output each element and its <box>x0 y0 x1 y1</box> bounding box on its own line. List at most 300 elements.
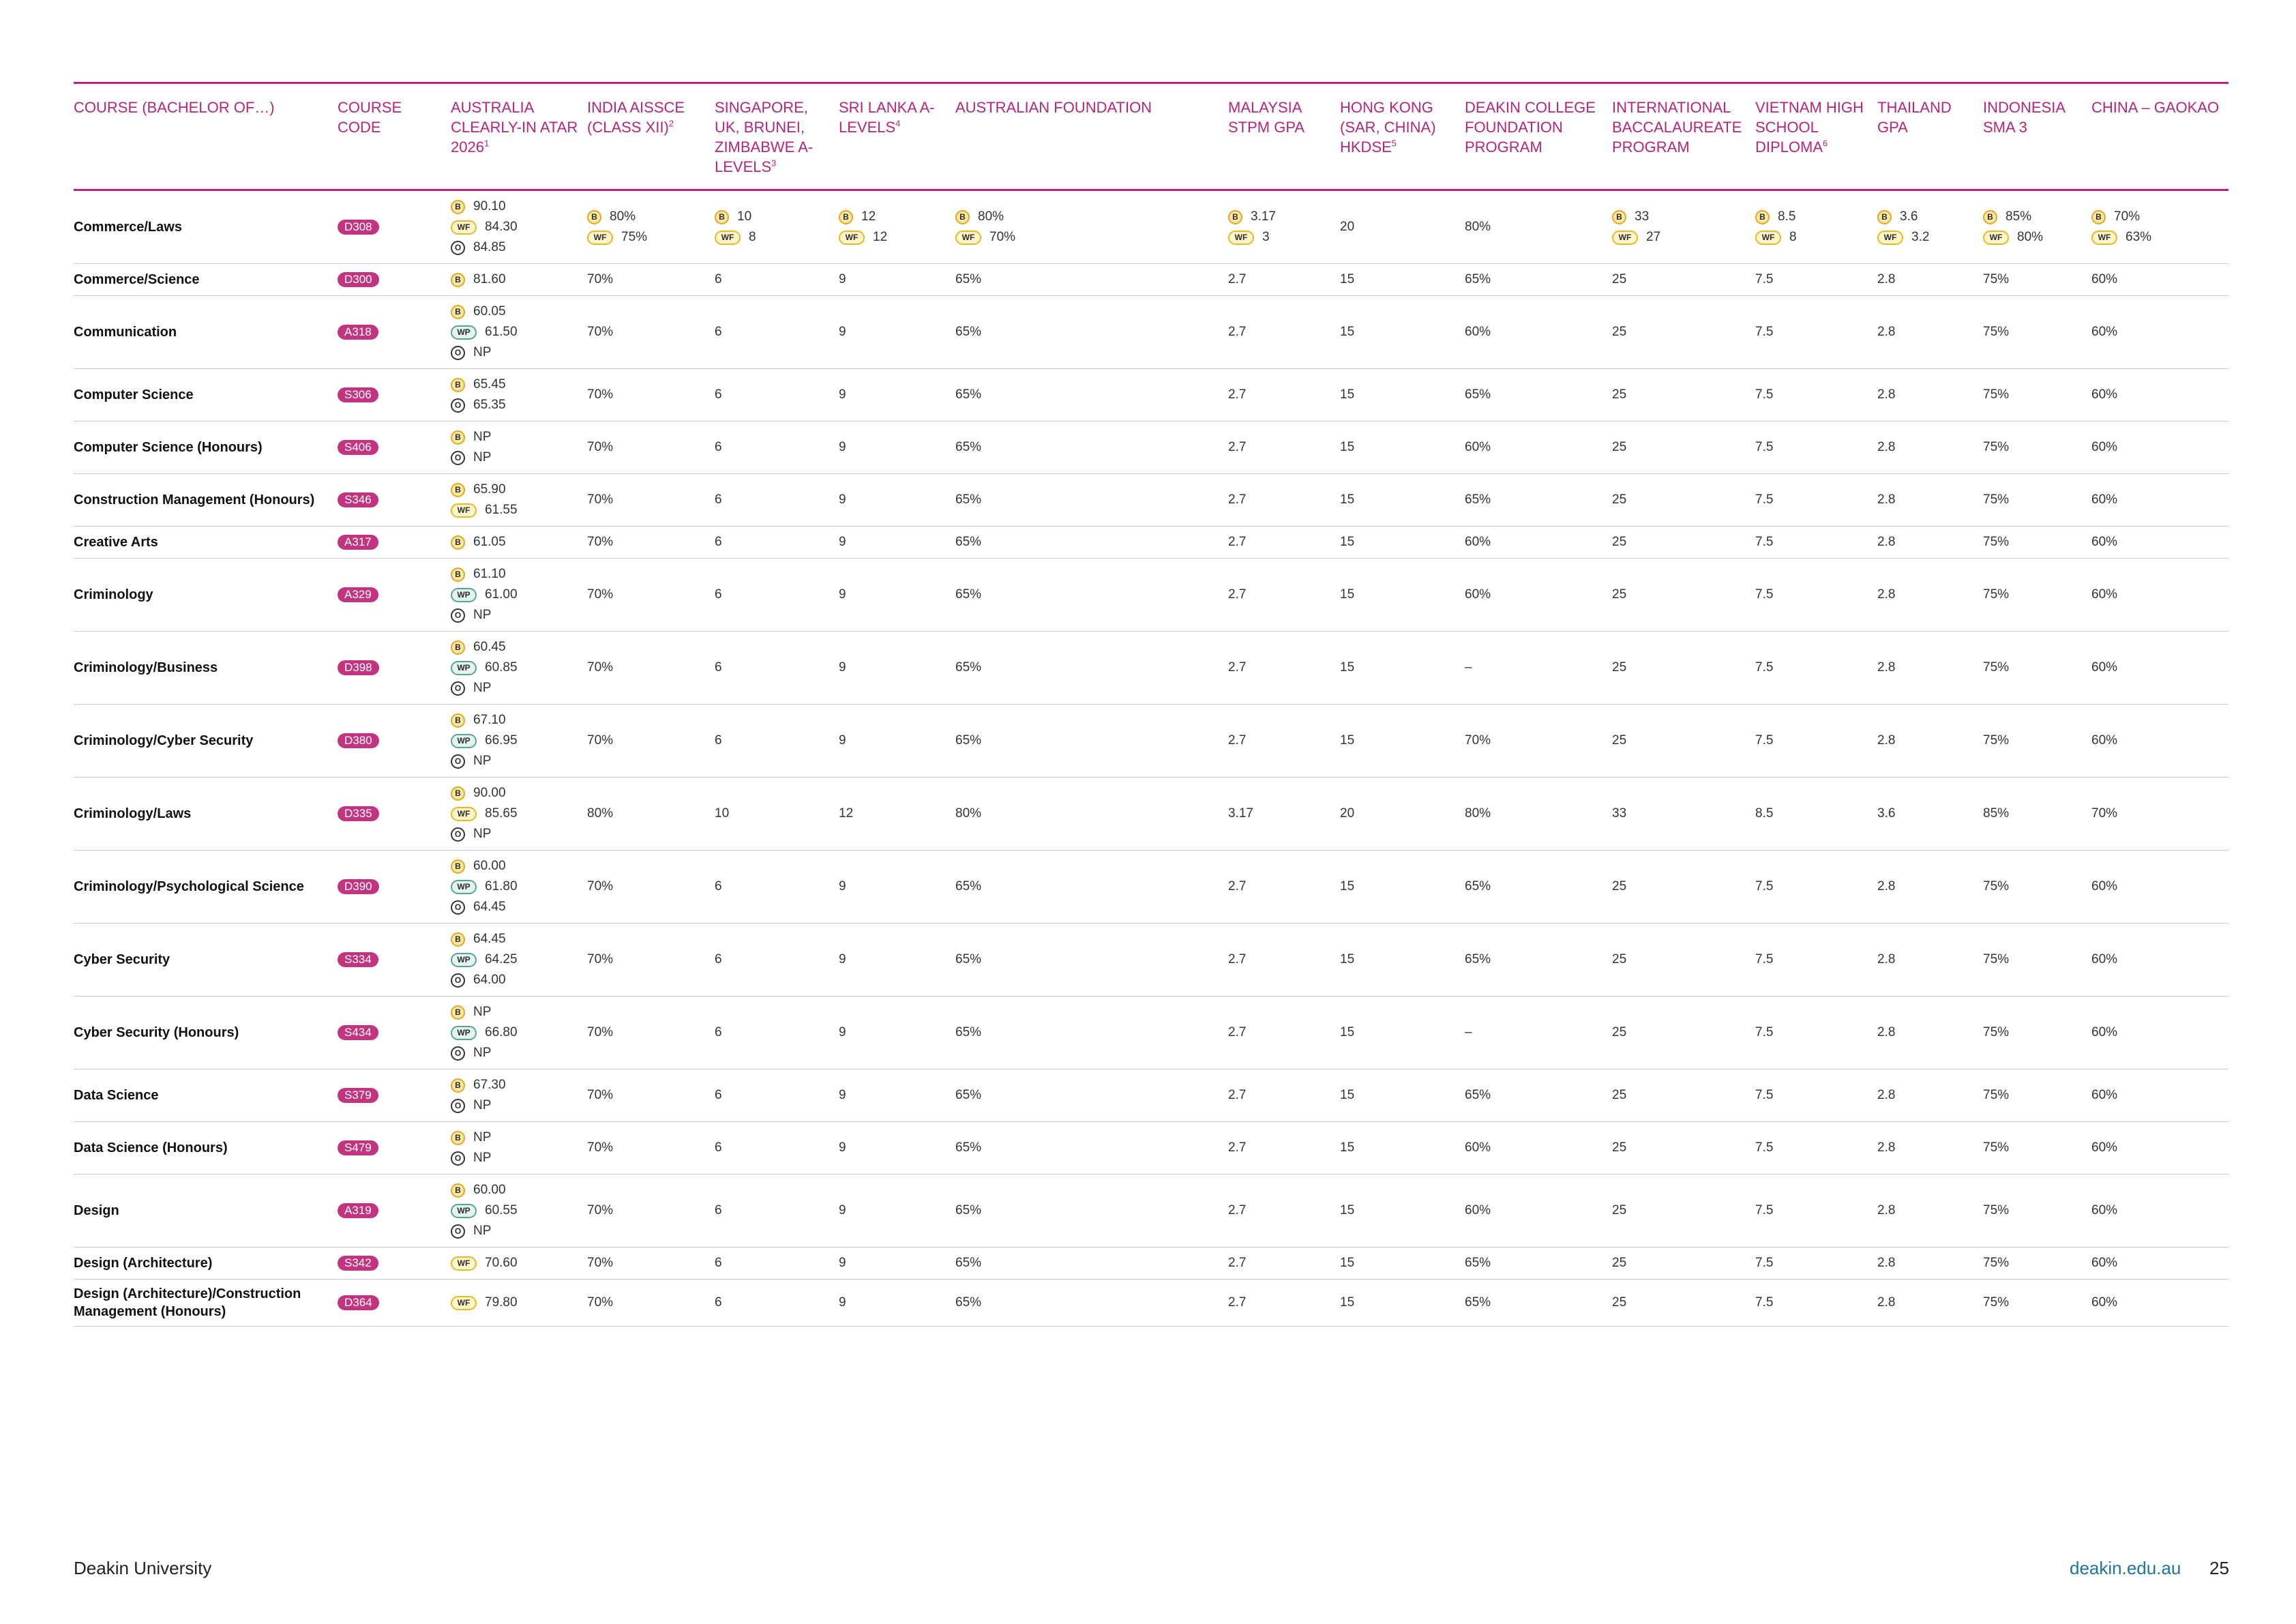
requirement-value: 70% <box>587 952 614 966</box>
requirement-value: 70% <box>587 1256 614 1270</box>
column-header <box>338 84 451 190</box>
course-name: Computer Science <box>74 387 194 402</box>
course-name: Criminology/Laws <box>74 806 192 821</box>
requirement-cell <box>2091 369 2228 422</box>
requirement-value: 60% <box>2091 1140 2118 1155</box>
requirement-value: 27 <box>1646 230 1661 244</box>
requirement-cell <box>2091 778 2228 851</box>
requirement-cell <box>1877 264 1983 296</box>
requirement-value: 63% <box>2126 230 2152 244</box>
tag-wf-badge: WF <box>715 231 741 245</box>
column-header-label: INDONESIA SMA 3 <box>1983 99 2065 136</box>
requirement-entry <box>451 322 582 342</box>
table-row <box>74 190 2228 264</box>
tag-b-badge: B <box>451 378 465 392</box>
requirement-cell <box>587 190 715 264</box>
requirement-cell <box>955 705 1228 778</box>
requirement-value: – <box>1465 1025 1472 1039</box>
requirement-value: 80% <box>587 806 614 821</box>
requirement-value: 2.7 <box>1228 440 1247 454</box>
requirement-cell <box>1983 1175 2091 1247</box>
requirement-entry <box>1612 227 1750 248</box>
requirement-value: 6 <box>715 535 722 549</box>
requirement-cell <box>1612 422 1755 474</box>
requirement-value: 60% <box>1465 1203 1491 1217</box>
requirement-entry <box>2091 227 2223 248</box>
entry-requirements-table <box>74 84 2228 1327</box>
course-name-cell <box>74 296 338 369</box>
requirement-cell <box>1612 527 1755 559</box>
requirement-value: NP <box>473 1224 492 1238</box>
requirement-cell <box>2091 996 2228 1069</box>
requirement-value: 65% <box>955 387 982 402</box>
requirement-cell <box>1877 369 1983 422</box>
requirement-value: 2.8 <box>1877 492 1896 507</box>
requirement-cell <box>1983 924 2091 996</box>
requirement-value: 65% <box>955 1025 982 1039</box>
requirement-cell <box>1877 296 1983 369</box>
requirement-cell <box>1983 527 2091 559</box>
column-header-label: SINGAPORE, UK, BRUNEI, ZIMBABWE A-LEVELS <box>715 99 814 175</box>
tag-o-badge: O <box>451 900 465 915</box>
requirement-value: 80% <box>1465 806 1491 821</box>
requirement-value: 7.5 <box>1755 492 1774 507</box>
course-code-cell <box>338 1069 451 1122</box>
requirement-value: 7.5 <box>1755 952 1774 966</box>
course-code-badge: D300 <box>338 272 379 287</box>
requirement-value: 65% <box>1465 492 1491 507</box>
course-code-badge: D390 <box>338 879 379 894</box>
requirement-value: 3.6 <box>1877 806 1896 821</box>
tag-o-badge: O <box>451 398 465 413</box>
requirement-value: NP <box>473 681 492 695</box>
course-code-cell <box>338 474 451 527</box>
requirement-cell <box>1228 851 1340 924</box>
requirement-value: 10 <box>737 209 752 224</box>
requirement-entry <box>451 1293 582 1313</box>
requirement-cell <box>1340 1175 1465 1247</box>
requirement-entry <box>451 269 582 290</box>
requirement-cell <box>587 851 715 924</box>
course-name-cell <box>74 1280 338 1327</box>
requirement-entry <box>451 824 582 844</box>
table-row <box>74 1247 2228 1280</box>
requirement-value: – <box>1465 660 1472 675</box>
requirement-cell <box>715 1122 839 1175</box>
requirement-cell <box>1612 1175 1755 1247</box>
column-header-label: HONG KONG (SAR, CHINA) HKDSE <box>1340 99 1436 156</box>
requirement-cell <box>1983 296 2091 369</box>
requirement-value: 25 <box>1612 879 1627 894</box>
requirement-value: 2.8 <box>1877 733 1896 748</box>
requirement-value: 80% <box>1465 220 1491 234</box>
requirement-entry <box>715 227 833 248</box>
requirement-cell <box>1612 296 1755 369</box>
requirement-cell <box>1983 264 2091 296</box>
requirement-entry <box>451 658 582 678</box>
requirement-value: NP <box>473 754 492 768</box>
atar-cell <box>451 996 587 1069</box>
requirement-value: 84.85 <box>473 240 506 254</box>
tag-wp-badge: WP <box>451 880 477 894</box>
course-name-cell <box>74 705 338 778</box>
requirement-value: 65% <box>1465 272 1491 286</box>
column-header-label: THAILAND GPA <box>1877 99 1952 136</box>
course-code-cell <box>338 369 451 422</box>
course-code-cell <box>338 527 451 559</box>
requirement-value: 80% <box>978 209 1004 224</box>
requirement-value: 60% <box>2091 1295 2118 1310</box>
requirement-cell <box>1612 264 1755 296</box>
atar-cell <box>451 632 587 705</box>
requirement-cell <box>839 1175 955 1247</box>
requirement-cell <box>2091 924 2228 996</box>
requirement-value: 2.8 <box>1877 879 1896 894</box>
requirement-entry <box>451 395 582 415</box>
tag-b-badge: B <box>955 210 970 224</box>
requirement-cell <box>955 369 1228 422</box>
requirement-value: 25 <box>1612 733 1627 748</box>
requirement-cell <box>955 559 1228 632</box>
requirement-entry <box>451 301 582 322</box>
column-header-label: COURSE (BACHELOR OF…) <box>74 99 275 116</box>
requirement-cell <box>587 1247 715 1280</box>
course-code-badge: S379 <box>338 1088 378 1103</box>
tag-b-badge: B <box>451 567 465 582</box>
requirement-cell <box>2091 632 2228 705</box>
requirement-cell <box>2091 474 2228 527</box>
requirement-cell <box>955 1280 1228 1327</box>
requirement-value: NP <box>473 430 492 444</box>
requirement-value: 9 <box>839 492 846 507</box>
requirement-cell <box>1983 1280 2091 1327</box>
requirement-entry <box>451 196 582 217</box>
course-name: Design <box>74 1203 119 1218</box>
column-header-label: INDIA AISSCE (CLASS XII) <box>587 99 685 136</box>
course-name-cell <box>74 1247 338 1280</box>
requirement-entry <box>1983 227 2086 248</box>
requirement-cell <box>587 632 715 705</box>
requirement-cell <box>1877 705 1983 778</box>
requirement-value: 65% <box>955 1295 982 1310</box>
course-code-badge: A317 <box>338 535 378 550</box>
requirement-value: 6 <box>715 1140 722 1155</box>
column-header <box>955 84 1228 190</box>
requirement-cell <box>1755 264 1877 296</box>
requirement-entry <box>1228 207 1335 227</box>
requirement-cell <box>1340 527 1465 559</box>
requirement-value: 61.05 <box>473 535 506 549</box>
requirement-value: 25 <box>1612 535 1627 549</box>
requirement-value: 60% <box>2091 272 2118 286</box>
tag-b-badge: B <box>451 1078 465 1093</box>
requirement-value: 70% <box>587 1203 614 1217</box>
requirement-cell <box>1755 1175 1877 1247</box>
column-header-label: VIETNAM HIGH SCHOOL DIPLOMA <box>1755 99 1864 156</box>
atar-cell <box>451 1247 587 1280</box>
requirement-cell <box>715 1175 839 1247</box>
course-name: Data Science (Honours) <box>74 1140 228 1155</box>
requirement-value: 12 <box>873 230 888 244</box>
atar-cell <box>451 851 587 924</box>
requirement-value: 9 <box>839 879 846 894</box>
requirement-cell <box>1755 559 1877 632</box>
requirement-value: 15 <box>1340 1295 1355 1310</box>
column-header <box>1983 84 2091 190</box>
requirement-entry <box>1877 227 1978 248</box>
requirement-entry <box>451 479 582 500</box>
table-row <box>74 369 2228 422</box>
requirement-value: 85.65 <box>485 806 518 821</box>
requirement-value: 60% <box>2091 1025 2118 1039</box>
requirement-value: 2.7 <box>1228 1203 1247 1217</box>
requirement-cell <box>1983 632 2091 705</box>
requirement-cell <box>955 924 1228 996</box>
tag-wf-badge: WF <box>1612 231 1638 245</box>
requirement-cell <box>1228 1175 1340 1247</box>
requirement-value: 9 <box>839 272 846 286</box>
requirement-value: 2.7 <box>1228 387 1247 402</box>
requirement-cell <box>1612 924 1755 996</box>
requirement-value: 2.8 <box>1877 660 1896 675</box>
requirement-cell <box>587 474 715 527</box>
course-code-cell <box>338 559 451 632</box>
requirement-entry <box>451 970 582 990</box>
requirement-cell <box>1983 190 2091 264</box>
tag-o-badge: O <box>451 241 465 255</box>
course-code-badge: D308 <box>338 220 379 235</box>
course-name: Data Science <box>74 1088 159 1103</box>
requirement-value: 7.5 <box>1755 535 1774 549</box>
course-name-cell <box>74 778 338 851</box>
requirement-cell <box>1612 1280 1755 1327</box>
requirement-value: 9 <box>839 587 846 602</box>
column-header-label: MALAYSIA STPM GPA <box>1228 99 1305 136</box>
requirement-value: 65% <box>955 952 982 966</box>
requirement-value: 9 <box>839 535 846 549</box>
requirement-cell <box>1340 1069 1465 1122</box>
requirement-value: 9 <box>839 1088 846 1102</box>
footer-university-name: Deakin University <box>74 1558 212 1578</box>
requirement-value: 7.5 <box>1755 660 1774 675</box>
requirement-value: 65% <box>955 440 982 454</box>
requirement-value: 75% <box>1983 387 2010 402</box>
requirement-cell <box>1465 264 1612 296</box>
requirement-value: 25 <box>1612 272 1627 286</box>
requirement-cell <box>1877 1280 1983 1327</box>
requirement-cell <box>1983 851 2091 924</box>
requirement-value: 70% <box>989 230 1016 244</box>
tag-wf-badge: WF <box>451 807 477 821</box>
requirement-cell <box>1612 632 1755 705</box>
requirement-value: 75% <box>1983 1295 2010 1310</box>
course-name-cell <box>74 527 338 559</box>
tag-b-badge: B <box>1877 210 1892 224</box>
requirement-value: 70% <box>587 535 614 549</box>
course-name: Creative Arts <box>74 535 158 550</box>
requirement-value: 70% <box>587 492 614 507</box>
column-header <box>1228 84 1340 190</box>
course-code-cell <box>338 264 451 296</box>
requirement-cell <box>1465 1122 1612 1175</box>
requirement-value: 70% <box>1465 733 1491 748</box>
requirement-cell <box>1465 778 1612 851</box>
requirement-value: 70% <box>587 1025 614 1039</box>
requirement-entry <box>1465 217 1607 237</box>
course-name: Criminology/Business <box>74 660 218 675</box>
requirement-cell <box>1755 369 1877 422</box>
requirement-value: 2.8 <box>1877 440 1896 454</box>
requirement-value: 75% <box>621 230 648 244</box>
table-row <box>74 474 2228 527</box>
requirement-cell <box>1755 924 1877 996</box>
requirement-value: 65% <box>1465 879 1491 894</box>
requirement-cell <box>1228 190 1340 264</box>
requirement-value: 75% <box>1983 952 2010 966</box>
requirement-entry <box>1228 227 1335 248</box>
tag-wf-badge: WF <box>451 1296 477 1310</box>
requirement-cell <box>715 1280 839 1327</box>
requirement-cell <box>1983 1247 2091 1280</box>
requirement-cell <box>1228 296 1340 369</box>
requirement-value: 2.7 <box>1228 1256 1247 1270</box>
requirement-value: 2.7 <box>1228 272 1247 286</box>
course-name-cell <box>74 422 338 474</box>
requirement-cell <box>1340 1280 1465 1327</box>
requirement-cell <box>1755 1247 1877 1280</box>
requirement-cell <box>1983 559 2091 632</box>
requirement-cell <box>1340 924 1465 996</box>
requirement-value: 33 <box>1635 209 1650 224</box>
course-name: Criminology/Cyber Security <box>74 733 254 748</box>
column-header-label: AUSTRALIAN FOUNDATION <box>955 99 1152 116</box>
requirement-value: 2.7 <box>1228 492 1247 507</box>
column-header <box>2091 84 2228 190</box>
course-code-badge: D364 <box>338 1295 379 1310</box>
requirement-cell <box>2091 190 2228 264</box>
course-code-badge: A329 <box>338 587 378 602</box>
course-name-cell <box>74 474 338 527</box>
table-row <box>74 527 2228 559</box>
course-name-cell <box>74 1069 338 1122</box>
requirement-value: 70% <box>587 440 614 454</box>
requirement-cell <box>1755 778 1877 851</box>
requirement-value: NP <box>473 1130 492 1145</box>
requirement-value: 3 <box>1262 230 1270 244</box>
requirement-cell <box>1340 422 1465 474</box>
requirement-value: 67.10 <box>473 713 506 727</box>
requirement-entry <box>1612 207 1750 227</box>
requirement-value: 65% <box>1465 387 1491 402</box>
requirement-value: 9 <box>839 387 846 402</box>
requirement-entry <box>451 897 582 917</box>
requirement-cell <box>839 527 955 559</box>
requirement-cell <box>2091 422 2228 474</box>
tag-o-badge: O <box>451 1151 465 1166</box>
tag-wp-badge: WP <box>451 1204 477 1218</box>
requirement-cell <box>587 559 715 632</box>
footnote-marker: 6 <box>1823 138 1828 149</box>
requirement-cell <box>1877 527 1983 559</box>
requirement-value: 6 <box>715 733 722 748</box>
requirement-cell <box>1228 705 1340 778</box>
requirement-cell <box>839 632 955 705</box>
requirement-value: 25 <box>1612 1088 1627 1102</box>
requirement-value: 60% <box>2091 660 2118 675</box>
column-header <box>715 84 839 190</box>
requirement-entry <box>1755 227 1872 248</box>
requirement-value: NP <box>473 1151 492 1165</box>
column-header <box>1465 84 1612 190</box>
table-row <box>74 1069 2228 1122</box>
requirement-cell <box>1465 705 1612 778</box>
requirement-cell <box>1340 705 1465 778</box>
requirement-value: 70% <box>587 733 614 748</box>
requirement-cell <box>1877 1247 1983 1280</box>
tag-o-badge: O <box>451 754 465 769</box>
requirement-value: 2.8 <box>1877 1088 1896 1102</box>
requirement-entry <box>451 237 582 258</box>
tag-o-badge: O <box>451 1224 465 1239</box>
requirement-value: 80% <box>955 806 982 821</box>
tag-b-badge: B <box>451 932 465 947</box>
requirement-cell <box>1228 924 1340 996</box>
requirement-cell <box>715 996 839 1069</box>
requirement-value: 15 <box>1340 492 1355 507</box>
requirement-value: 75% <box>1983 587 2010 602</box>
requirement-cell <box>1877 190 1983 264</box>
requirement-value: 70% <box>2114 209 2141 224</box>
requirement-entry <box>451 374 582 395</box>
tag-wf-badge: WF <box>451 220 477 235</box>
tag-o-badge: O <box>451 346 465 360</box>
requirement-cell <box>1755 632 1877 705</box>
requirement-value: 60.00 <box>473 1183 506 1197</box>
requirement-entry <box>1755 207 1872 227</box>
requirement-value: 33 <box>1612 806 1627 821</box>
course-code-cell <box>338 1280 451 1327</box>
requirement-entry <box>451 803 582 824</box>
requirement-cell <box>1612 705 1755 778</box>
requirement-cell <box>1755 296 1877 369</box>
column-header-label: COURSE CODE <box>338 99 402 136</box>
requirement-value: 25 <box>1612 660 1627 675</box>
requirement-value: 15 <box>1340 535 1355 549</box>
requirement-value: 6 <box>715 387 722 402</box>
requirement-cell <box>1612 996 1755 1069</box>
requirement-entry <box>451 564 582 585</box>
requirement-cell <box>955 778 1228 851</box>
requirement-value: NP <box>473 1098 492 1112</box>
requirement-cell <box>1877 996 1983 1069</box>
requirement-value: 25 <box>1612 1295 1627 1310</box>
requirement-value: 7.5 <box>1755 1295 1774 1310</box>
table-row <box>74 632 2228 705</box>
requirement-value: 65% <box>955 733 982 748</box>
requirement-cell <box>1228 1280 1340 1327</box>
requirement-value: 60% <box>2091 387 2118 402</box>
course-name: Cyber Security (Honours) <box>74 1025 239 1040</box>
requirement-value: 25 <box>1612 1140 1627 1155</box>
footer-website-link[interactable]: deakin.edu.au <box>2070 1558 2181 1578</box>
column-header <box>1340 84 1465 190</box>
requirement-cell <box>1340 474 1465 527</box>
requirement-value: 20 <box>1340 806 1355 821</box>
requirement-entry <box>587 207 709 227</box>
requirement-value: 65.45 <box>473 377 506 392</box>
requirement-cell <box>955 851 1228 924</box>
requirement-cell <box>1340 851 1465 924</box>
